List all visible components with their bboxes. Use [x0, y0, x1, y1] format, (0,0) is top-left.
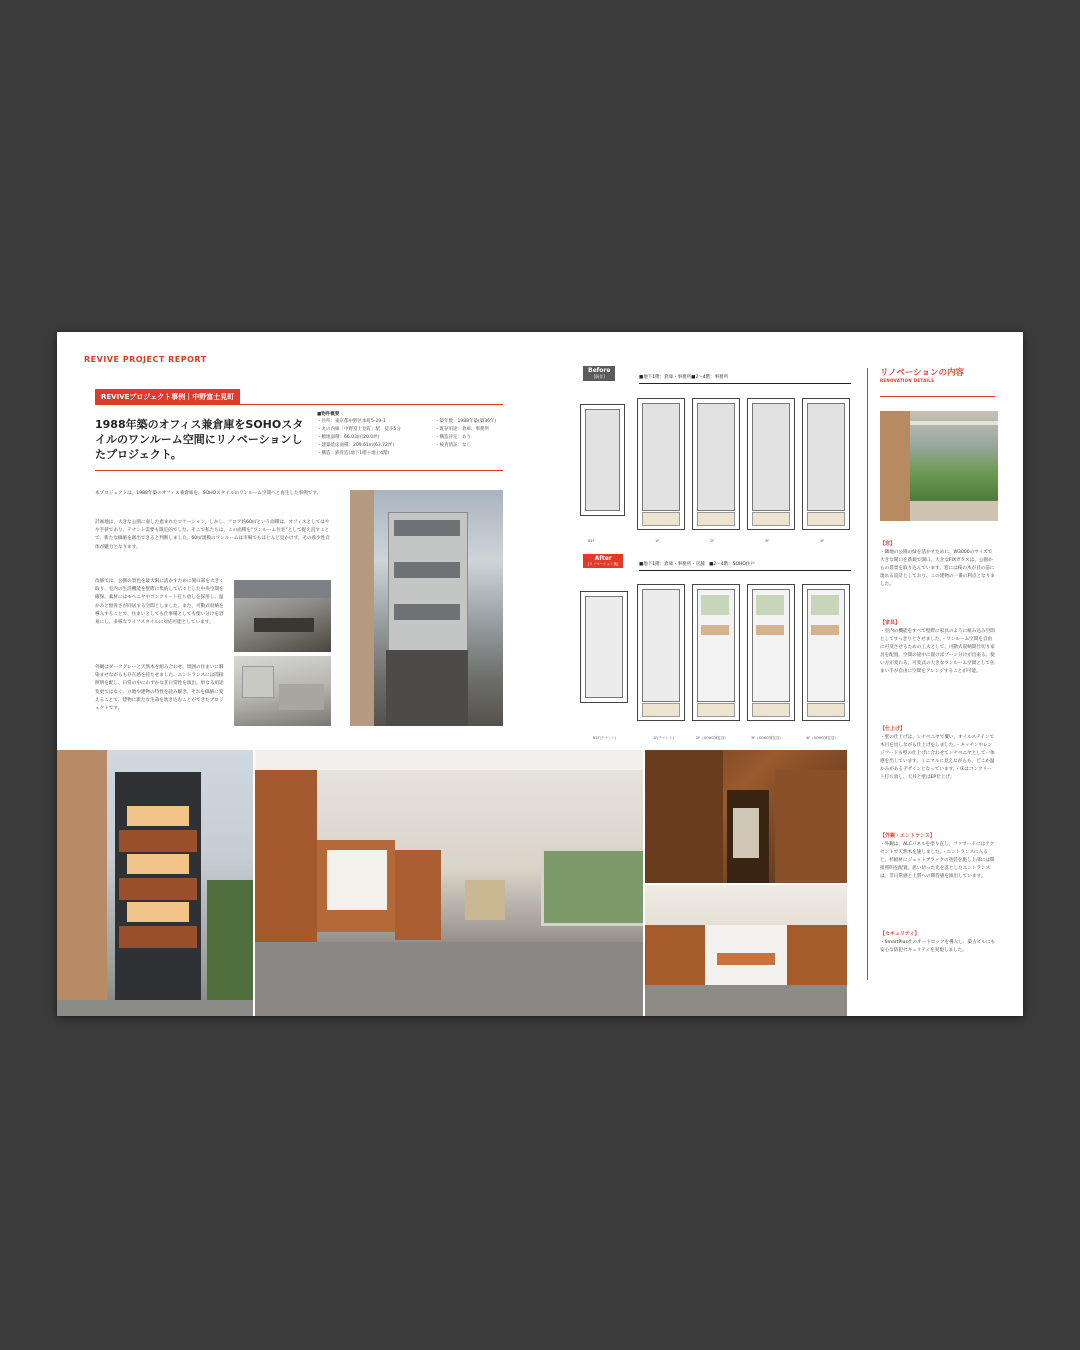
detail-text: ・壁の仕上げは、シナベニヤで覆い、オイルステインで木目を出しながら仕上げをしました。・キッチンやレンジフードも壁の仕上げに合わせてシナベニヤとして一体感を出しています。ミニマルに見えながらも、どこか温かみがあるデザインとなっています。・床はコンクリート打ち放し、天井と壁はEP仕上げ。	[880, 735, 995, 780]
detail-text: ・外観は、ALCパネルを塗り直し、ファサードにはアクセントで天然木を施しました。・エントランスに入ると、杉板材にジェットブラックの塗装を施し上部には間接照明を配置。思い切った光を落としたエントランスは、非日常感と上質への期待感を演出しています。	[880, 842, 995, 879]
after-caption: ■地下1階：倉庫・事務所・店舗 ■2〜4階：SOHO住戸	[639, 562, 755, 567]
plan-before-b1f	[580, 404, 625, 516]
body-paragraph-4: 外観はダークグレーと天然木を組み合わせ、周囲の住まいに馴染ませながらも存在感を持たせました。エントランスには間接照明を配し、日常の中にわずかな非日常性を演出。単なる用途変更ではなく、立地や建物の特性を読み解き、それを価値に変えることで、建物に新たな生命を吹き込むことができたプロジェクトです。	[95, 665, 224, 712]
body-paragraph-3: 改修では、公園の景色を最大限に活かすために開口部を大きく取り、室内の生活機能を壁際に集約して広々とした中央空間を確保。素材にはモヘニヤやコンクリート打ち放しを採用し、温かみと無骨さが同居する空間としました。また、可動式収納を導入することで、住まいとしても仕事場としても使い分けを容易にし、多様なライフスタイルに対応可能としています。	[95, 579, 224, 626]
divider	[880, 396, 995, 397]
specs-column-1	[317, 418, 401, 458]
floor-label: 4F（SOHO賃住居）	[806, 736, 839, 740]
floor-label: 3F（SOHO賃住居）	[751, 736, 784, 740]
spec-item: ・築年数：1988年築(築36年)	[435, 419, 497, 424]
plan-after-1f	[637, 584, 685, 721]
detail-head: 【家具】	[880, 620, 901, 626]
renovation-subtitle: RENOVATION DETAILS	[880, 378, 935, 383]
divider	[95, 470, 503, 471]
floor-label: B1F(テナント)	[593, 736, 617, 740]
photo-interior-before-2	[234, 656, 331, 726]
plan-before-1f	[637, 398, 685, 530]
detail-text: ・室内の機能をすべて壁際に家具のように組み込み空間としてすっきりとさせました。・ワンルーム空間を自由に可変させるための工夫として、可動式収納間仕切り家具を配置。空間の途中に置けばゾーン分けが出来る。使い方が変わる、可変式の大きなワンルーム空間として住まい手が自由に空間をアレンジすることが可能。	[880, 629, 995, 674]
photo-facade-after	[57, 750, 253, 1016]
body-paragraph-2: 計画地は、大きな公園に面した恵まれたロケーション。しかし、フロア約60㎡という面積は、オフィスとしてはやや手狭であり、テナント需要も限定的でした。そこで私たちは、この面積を“ワンルーム住宅”として捉え直すことで、新たな価値を創出できると判断しました。60㎡規模のワンルームは市場でもほとんど見かけず、その希少性自体が魅力となります。	[95, 520, 330, 550]
body-paragraph-1: 本プロジェクトは、1988年築のオフィス兼倉庫を、SOHOスタイルのワンルーム空間へと再生した事例です。	[95, 491, 322, 496]
magazine-spread	[57, 332, 1023, 1016]
detail-text: ・SmartPlus社のオートロックを導入し、築古ビルにも安心な防犯セキュリティを実現しました。	[880, 940, 996, 953]
photo-interior-after-main	[255, 750, 643, 1016]
plan-after-3f	[747, 584, 795, 721]
floor-label: 1F	[655, 539, 660, 543]
plan-after-b1f	[580, 591, 628, 703]
detail-furniture	[880, 619, 996, 676]
before-label	[583, 366, 615, 381]
plan-before-3f	[747, 398, 795, 530]
photo-staircase-after	[645, 750, 847, 883]
headline: 1988年築のオフィス兼倉庫をSOHOスタイルのワンルーム空間にリノベーションしたプロジェクト。	[95, 418, 304, 461]
specs-column-2	[435, 418, 496, 450]
after-sub: [リノベーション後]	[588, 562, 619, 566]
divider	[639, 570, 851, 571]
spec-item: ・構造評定：あり	[435, 435, 471, 440]
detail-text: ・隣地の公園の緑を活かすために、W3000のサイズで大きな開口を新規で開口。大きなFIXガラスは、公園からの借景を取り込んでいます。窓には桜の木が目の前に現れる設計としており、この建物の一番の利点となりました。	[880, 550, 995, 587]
photo-window-view	[880, 411, 998, 521]
spec-item: ・構造：鉄骨造(地下1階＋地上4階)	[317, 451, 390, 456]
floor-label: 2F（SOHO賃住居）	[696, 736, 729, 740]
photo-interior-before-1	[234, 580, 331, 652]
floor-label: B1F	[588, 539, 595, 543]
detail-head: 【外観・エントランス】	[880, 833, 935, 839]
divider	[95, 404, 503, 405]
renovation-title: リノベーションの内容	[880, 368, 964, 378]
spec-item: ・検査済証：なし	[435, 443, 471, 448]
before-label-text: Before	[588, 367, 611, 374]
after-label	[583, 554, 623, 568]
spec-item: ・敷地面積：66.03㎡(20.0坪)	[317, 435, 380, 440]
floor-label: 2F	[710, 539, 715, 543]
spec-item: ・既存用途：倉庫、事務所	[435, 427, 489, 432]
photo-kitchen-after	[645, 885, 847, 1016]
specs-title: ■物件概要	[317, 412, 340, 417]
spec-item: ・住所：東京都中野区本町5-29-1	[317, 419, 386, 424]
detail-window	[880, 540, 996, 589]
plan-before-2f	[692, 398, 740, 530]
floor-label: 4F	[820, 539, 825, 543]
detail-head: 【窓】	[880, 541, 896, 547]
divider	[639, 383, 851, 384]
detail-head: 【仕上げ】	[880, 726, 906, 732]
divider	[867, 368, 868, 980]
photo-building-before	[350, 490, 503, 726]
report-label: REVIVE PROJECT REPORT	[84, 355, 207, 364]
detail-exterior	[880, 832, 996, 881]
detail-finish	[880, 725, 996, 782]
floor-label: 3F	[765, 539, 770, 543]
detail-head: 【セキュリティ】	[880, 931, 920, 937]
spec-item: ・建築延床面積：209.61㎡(63.72坪)	[317, 443, 395, 448]
before-sub: [既存]	[593, 374, 605, 379]
spec-item: ・丸の内線「中野富士見町」駅 徒歩5分	[317, 427, 401, 432]
plan-before-4f	[802, 398, 850, 530]
plan-after-2f	[692, 584, 740, 721]
after-label-text: After	[594, 555, 612, 562]
plan-after-4f	[802, 584, 850, 721]
case-tag: REVIVEプロジェクト事例｜中野富士見町	[95, 389, 240, 405]
before-caption: ■地下1階：倉庫・事務所■2〜4階：事務所	[639, 375, 729, 380]
detail-security	[880, 930, 996, 955]
floor-label: 1F(テナント)	[653, 736, 674, 740]
